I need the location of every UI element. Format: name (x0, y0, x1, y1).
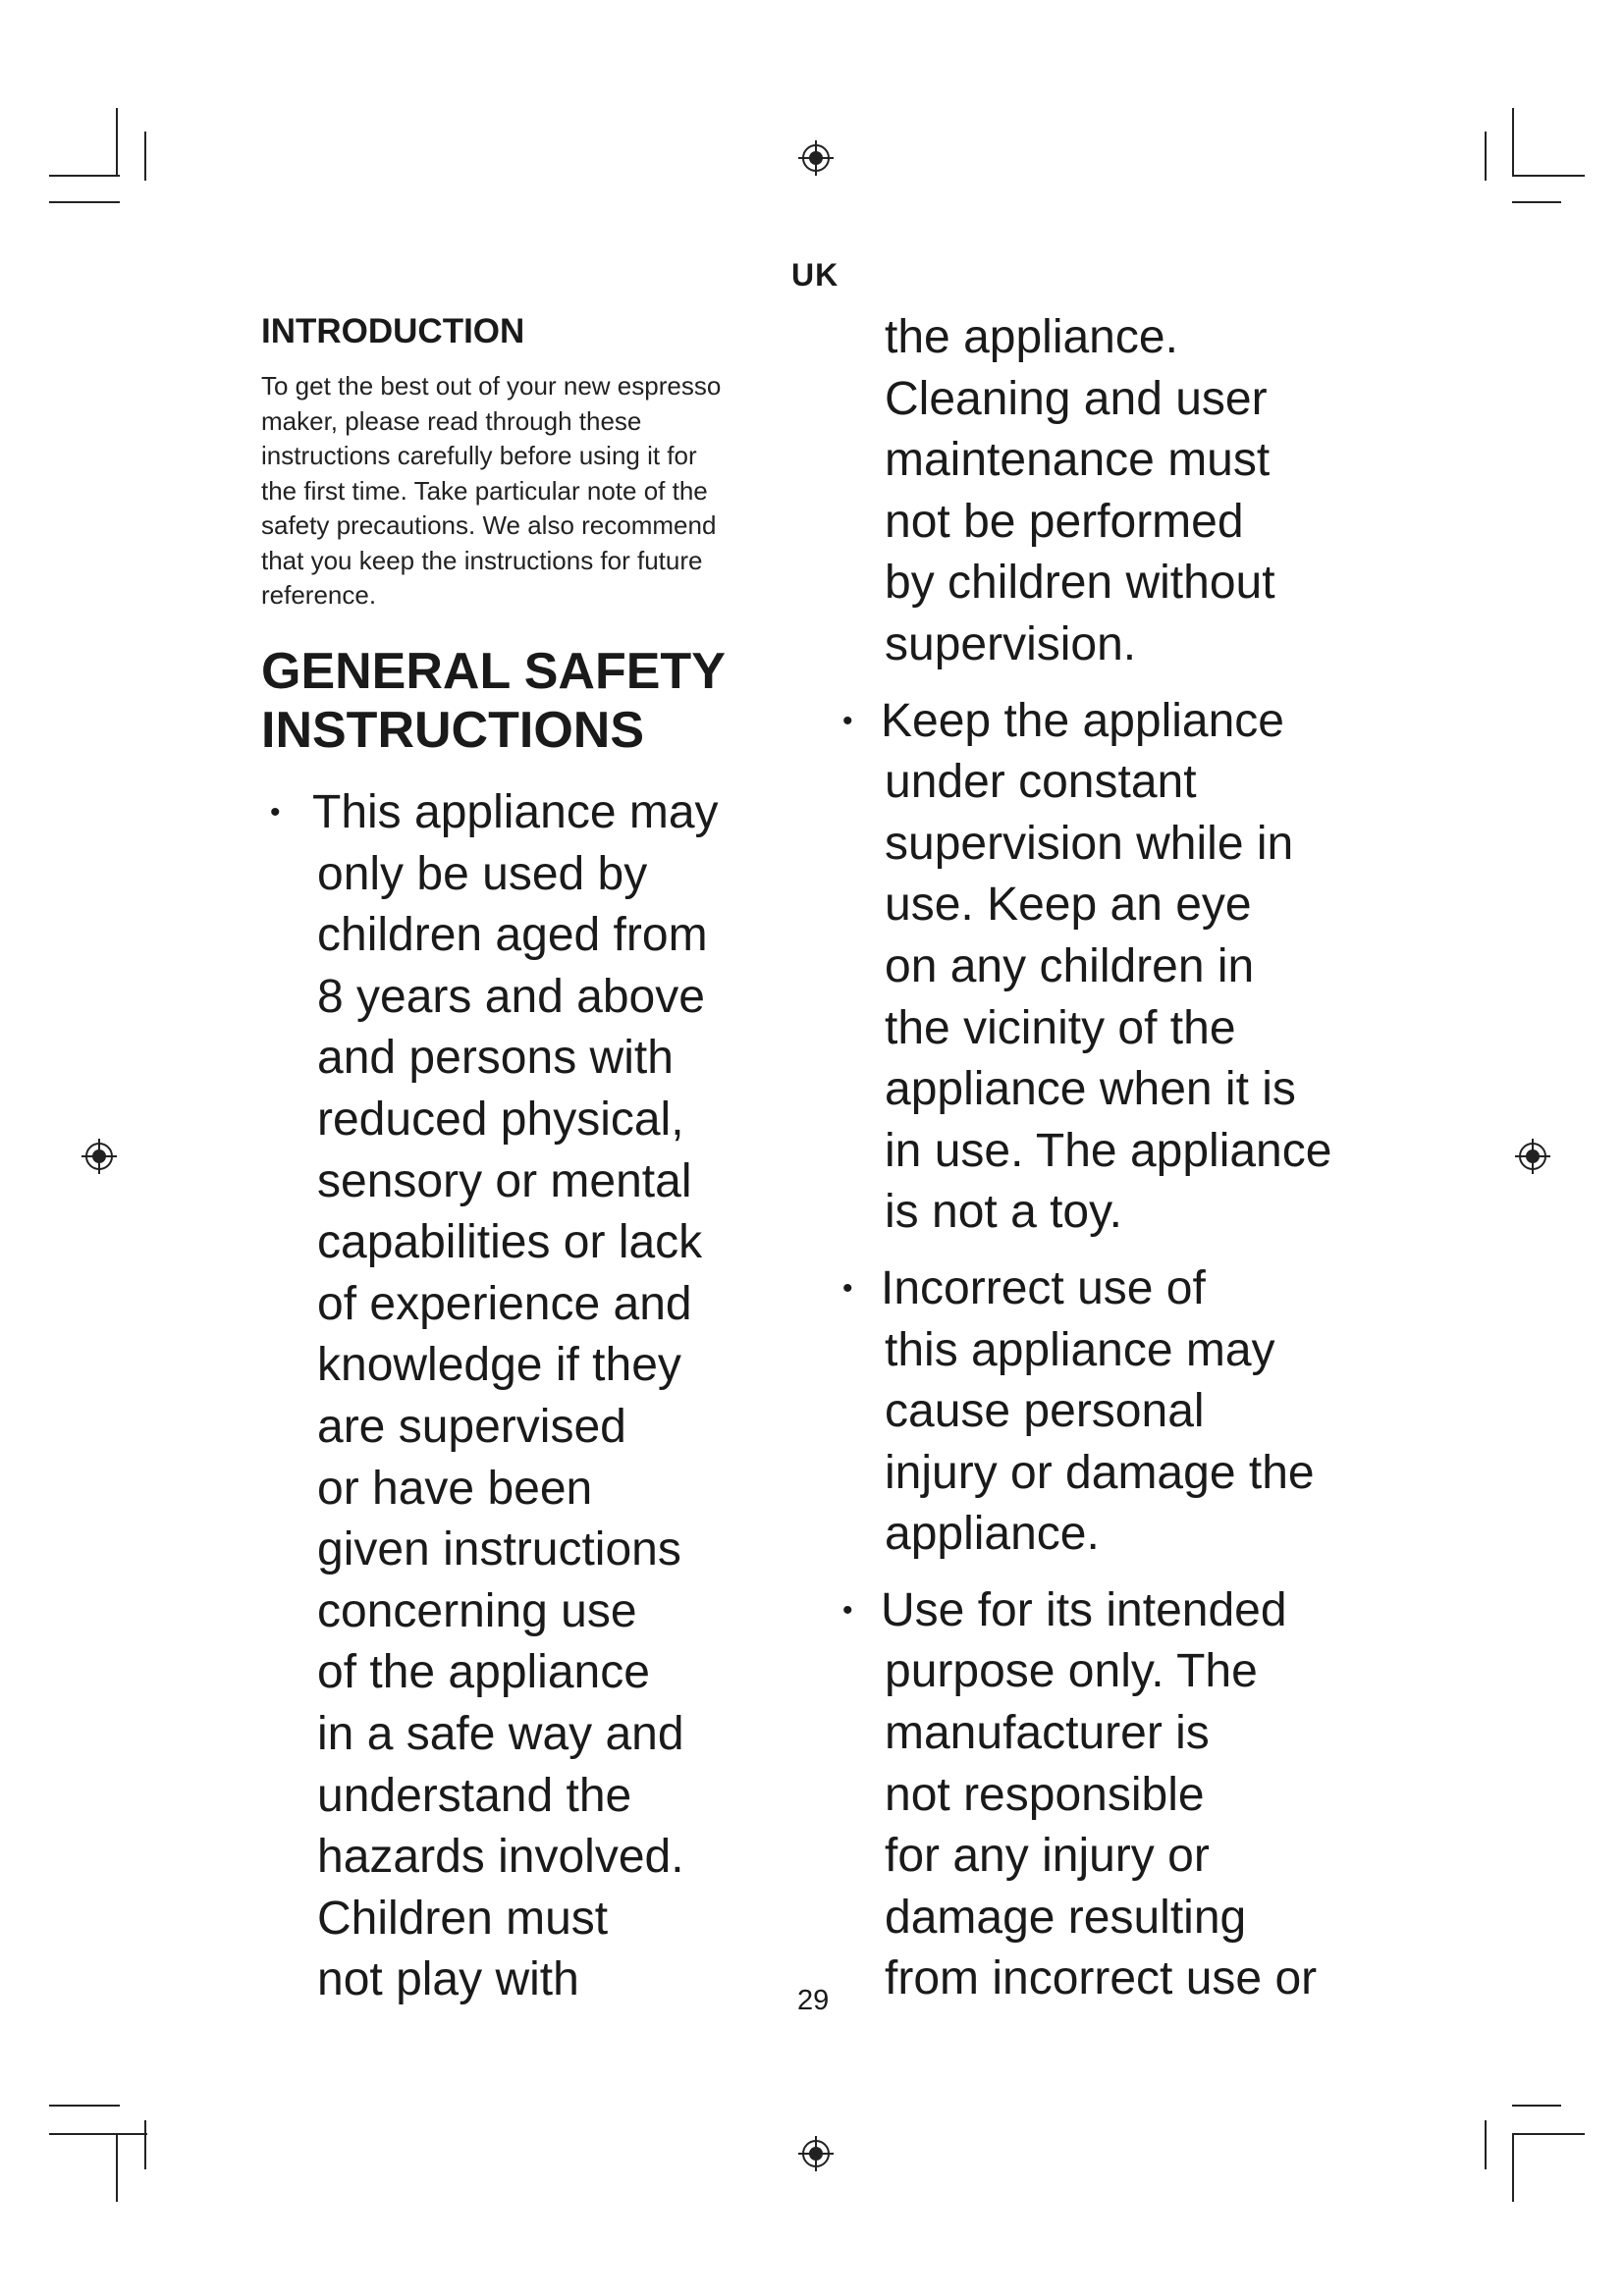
registration-mark-icon (1513, 1137, 1552, 1176)
bullet-line: children aged from (317, 909, 708, 962)
bullet-line: in a safe way and (317, 1707, 684, 1760)
language-label: UK (791, 257, 839, 293)
introduction-heading: INTRODUCTION (261, 312, 525, 350)
bullet-line: not play with (317, 1953, 579, 2006)
safety-column-left (270, 782, 719, 2011)
bullet-line: is not a toy. (885, 1186, 1122, 1239)
crop-mark (49, 175, 120, 177)
bullet-line: from incorrect use or (885, 1952, 1318, 2005)
continued-line: Cleaning and user (885, 372, 1268, 425)
crop-mark (116, 2133, 118, 2202)
continued-line: the appliance. (885, 311, 1178, 363)
bullet-line: understand the (317, 1769, 632, 1822)
intro-line: reference. (261, 580, 377, 610)
bullet-line: hazards involved. (317, 1831, 684, 1884)
intro-line: instructions carefully before using it for (261, 441, 697, 470)
continued-line: not be performed (885, 495, 1244, 548)
introduction-paragraph (261, 369, 811, 614)
bullet-line: in use. The appliance (885, 1124, 1332, 1177)
bullet-line: injury or damage the (885, 1446, 1315, 1499)
bullet-line: 8 years and above (317, 970, 705, 1023)
bullet-line: are supervised (317, 1400, 626, 1453)
bullet-item (842, 691, 1332, 1244)
crop-mark (1512, 2105, 1561, 2107)
bullet-line: manufacturer is (885, 1707, 1210, 1760)
crop-mark (144, 132, 146, 181)
bullet-line: for any injury or (885, 1830, 1210, 1883)
safety-heading-line: INSTRUCTIONS (261, 702, 644, 759)
bullet-item (270, 782, 719, 2011)
continued-text (885, 307, 1331, 676)
continued-line: supervision. (885, 617, 1137, 670)
bullet-line: Keep the appliance (881, 694, 1284, 747)
bullet-line: reduced physical, (317, 1093, 684, 1146)
crop-mark (144, 2120, 146, 2169)
bullet-line: the vicinity of the (885, 1001, 1236, 1054)
bullet-line: of the appliance (317, 1646, 650, 1699)
bullet-line: not responsible (885, 1768, 1205, 1821)
safety-heading (261, 642, 726, 760)
crop-mark (116, 108, 118, 177)
bullet-icon: • (842, 704, 853, 737)
intro-line: safety precautions. We also recommend (261, 510, 717, 540)
crop-mark (1512, 175, 1585, 177)
continued-line: by children without (885, 557, 1275, 610)
safety-column-right (842, 307, 1332, 2010)
crop-mark (1512, 2133, 1514, 2202)
crop-mark (49, 2133, 147, 2135)
bullet-line: capabilities or lack (317, 1216, 703, 1269)
crop-mark (1485, 2120, 1487, 2169)
bullet-line: or have been (317, 1462, 593, 1515)
bullet-line: This appliance may (312, 786, 719, 838)
intro-line: To get the best out of your new espresso (261, 371, 722, 400)
bullet-line: Incorrect use of (881, 1261, 1206, 1314)
bullet-line: given instructions (317, 1523, 681, 1576)
crop-mark (1512, 2133, 1585, 2135)
bullet-icon: • (270, 796, 281, 828)
bullet-line: purpose only. The (885, 1645, 1258, 1698)
bullet-item (842, 1258, 1331, 1566)
bullet-icon: • (842, 1593, 853, 1627)
registration-mark-icon (796, 2134, 836, 2173)
bullet-line: and persons with (317, 1032, 674, 1085)
bullet-line: Children must (317, 1892, 609, 1945)
bullet-line: of experience and (317, 1277, 692, 1330)
intro-line: the first time. Take particular note of the (261, 475, 708, 506)
bullet-icon: • (842, 1271, 853, 1305)
bullet-line: knowledge if they (317, 1339, 681, 1392)
bullet-line: under constant (885, 756, 1197, 809)
bullet-line: sensory or mental (317, 1154, 692, 1207)
bullet-line: appliance. (885, 1508, 1100, 1561)
bullet-item (842, 1580, 1331, 2010)
crop-mark (1512, 201, 1561, 203)
registration-mark-icon (80, 1137, 119, 1176)
page-number: 29 (797, 1985, 830, 2016)
bullet-line: use. Keep an eye (885, 879, 1252, 932)
crop-mark (1485, 132, 1487, 181)
crop-mark (1512, 108, 1514, 177)
crop-mark (49, 201, 120, 203)
bullet-line: this appliance may (885, 1323, 1275, 1376)
bullet-line: appliance when it is (885, 1063, 1296, 1116)
bullet-line: supervision while in (885, 817, 1294, 870)
intro-line: that you keep the instructions for future (261, 545, 703, 575)
registration-mark-icon (796, 138, 836, 178)
bullet-line: cause personal (885, 1385, 1205, 1438)
intro-line: maker, please read through these (261, 405, 642, 436)
bullet-line: damage resulting (885, 1891, 1247, 1944)
bullet-line: Use for its intended (881, 1583, 1287, 1636)
continued-line: maintenance must (885, 434, 1271, 487)
bullet-line: concerning use (317, 1584, 637, 1637)
crop-mark (49, 2105, 120, 2107)
bullet-line: only be used by (317, 847, 648, 900)
safety-heading-line: GENERAL SAFETY (261, 643, 726, 700)
bullet-line: on any children in (885, 939, 1255, 992)
